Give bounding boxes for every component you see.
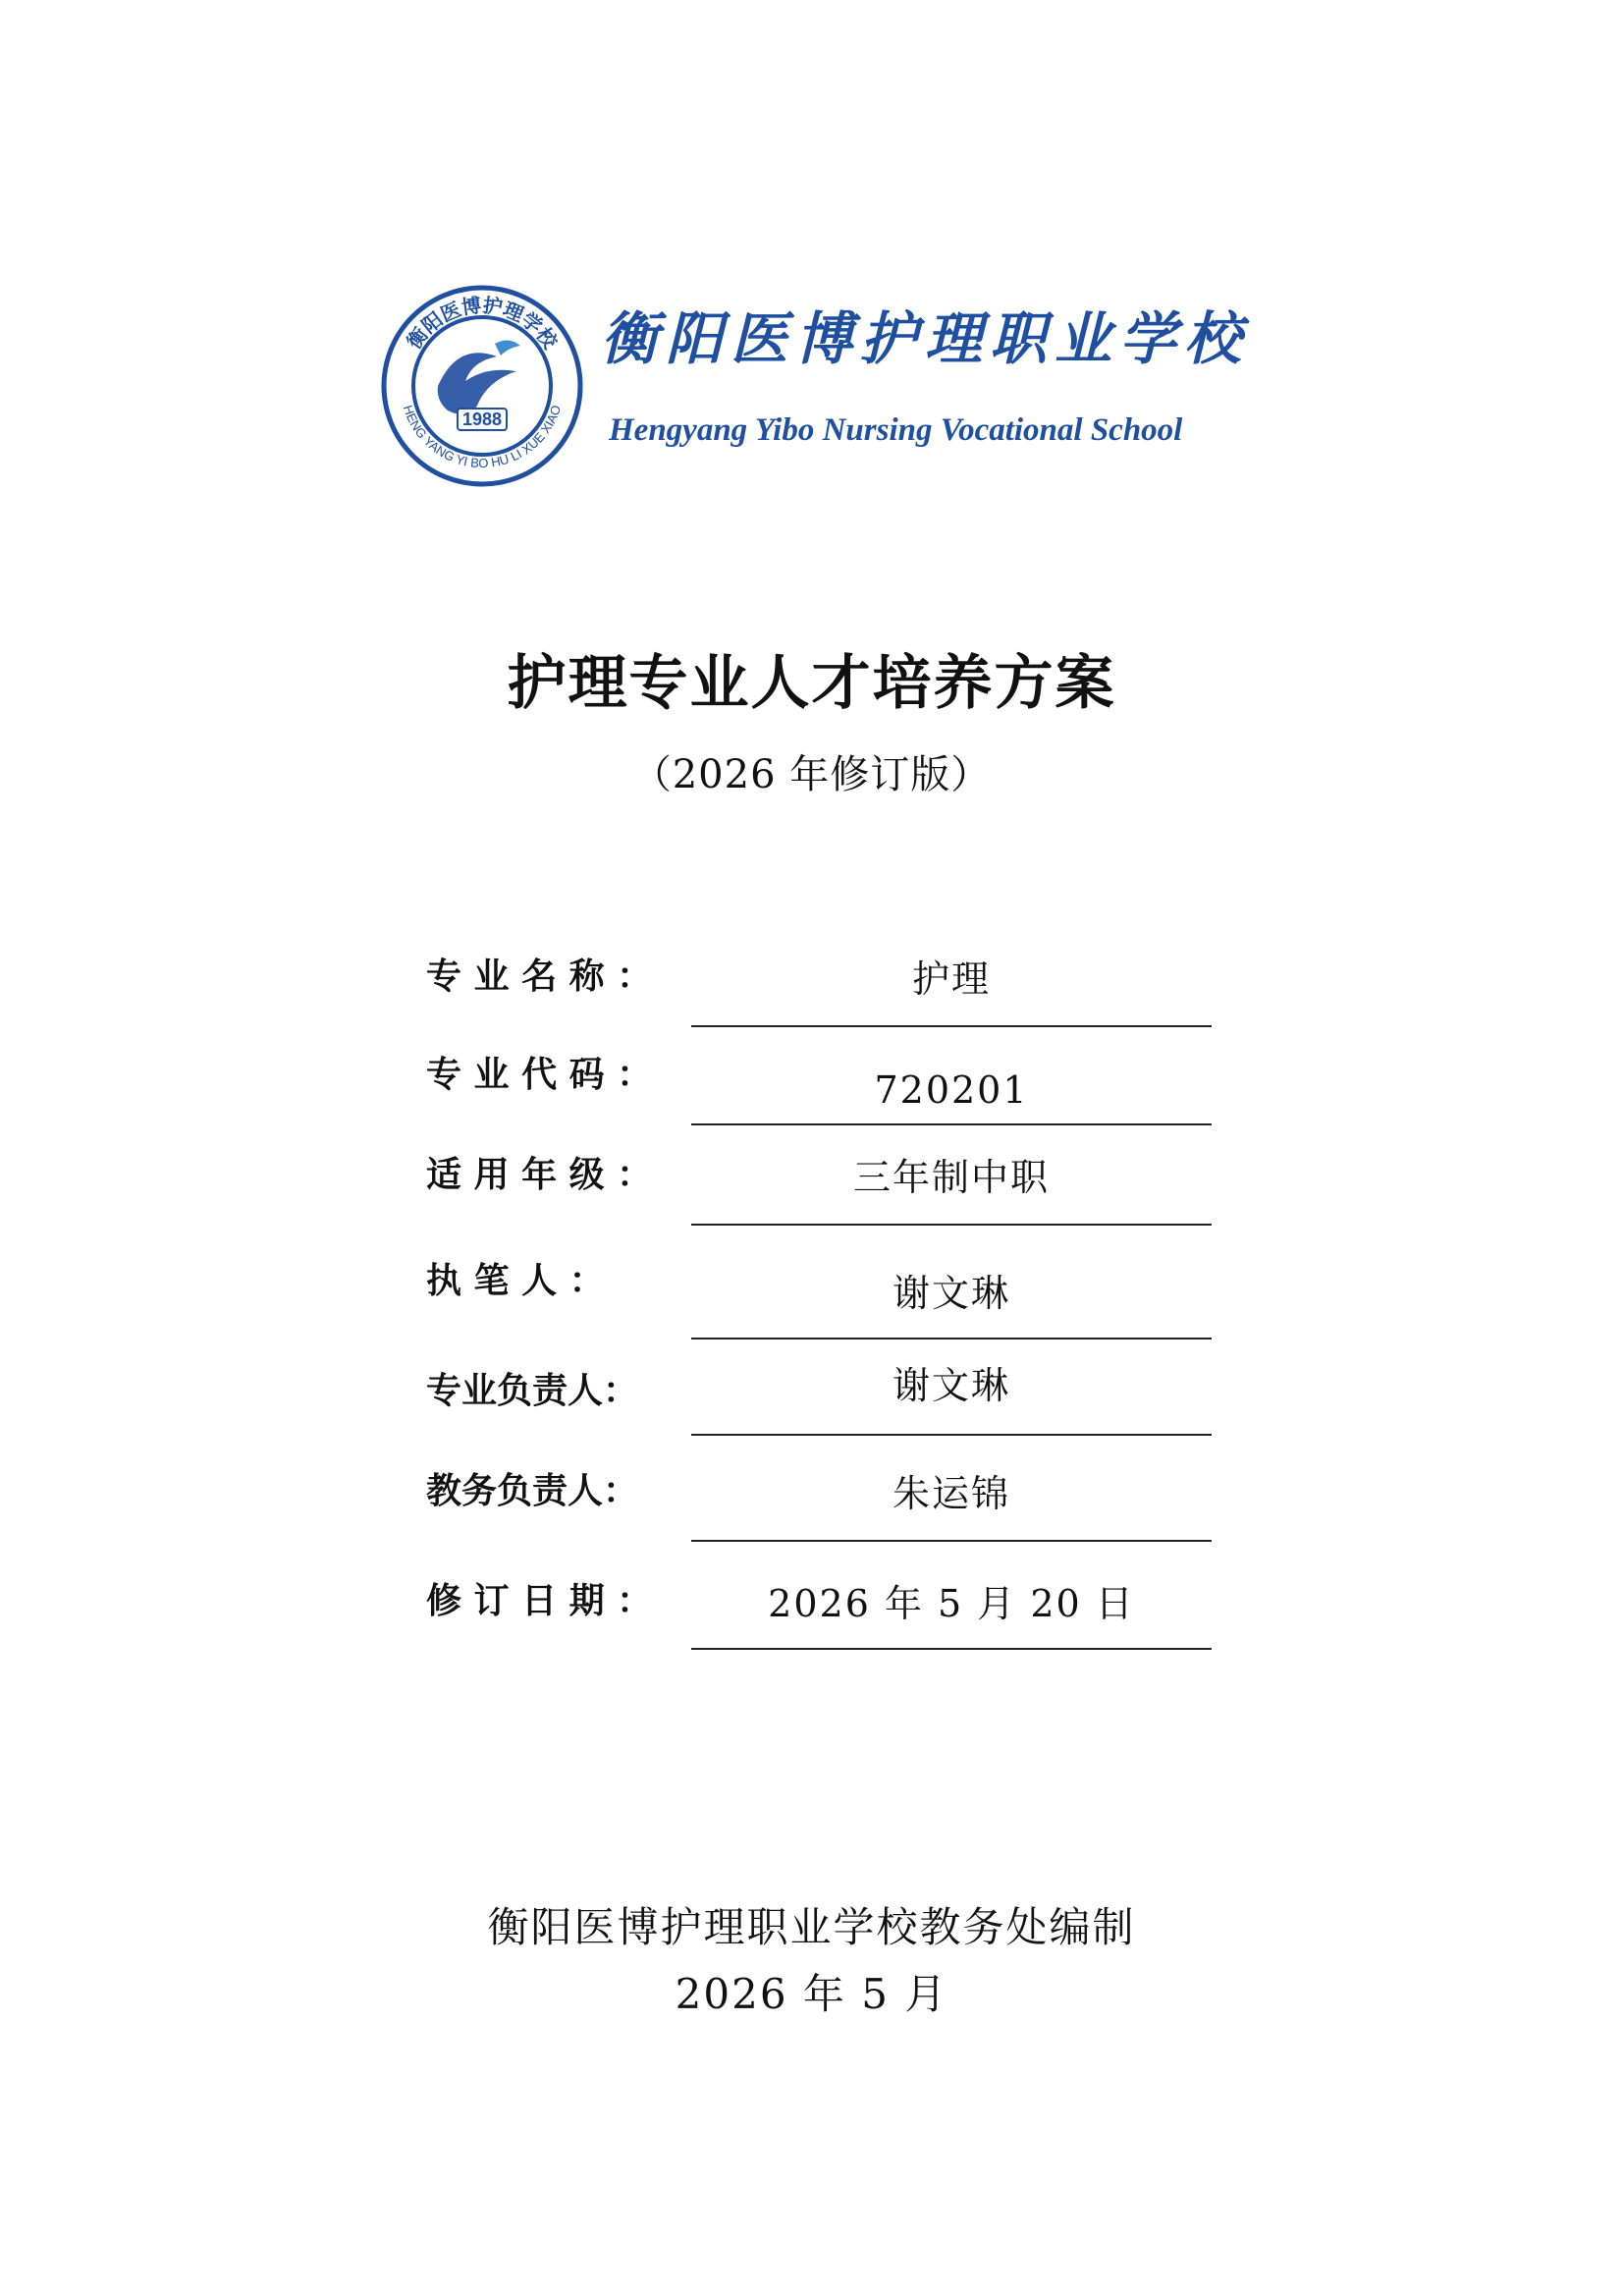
info-value: 三年制中职 xyxy=(691,1147,1212,1226)
logo-ring-text-en: HENG YANG YI BO HU LI XUE XIAO xyxy=(400,403,565,471)
info-label: 适 用 年 级 ： xyxy=(426,1155,653,1195)
school-name-cn: 衡阳医博护理职业学校 xyxy=(601,305,1250,372)
info-row-major-lead xyxy=(426,1355,1212,1444)
logo-year: 1988 xyxy=(461,410,503,429)
info-row-major-name xyxy=(426,949,1212,1037)
info-row-author xyxy=(426,1253,1212,1341)
footer-organization: 衡阳医博护理职业学校教务处编制 xyxy=(487,1903,1136,1951)
school-name-en: Hengyang Yibo Nursing Vocational School xyxy=(609,412,1183,448)
info-label: 教务负责人： xyxy=(426,1471,639,1511)
info-row-revision-date xyxy=(426,1573,1212,1662)
logo-ring-text-cn: 衡阳医博护理学校 xyxy=(402,293,563,354)
svg-text:衡阳医博护理学校 xyxy=(402,294,563,355)
info-label: 专 业 名 称 ： xyxy=(426,957,653,997)
document-subtitle: （2026 年修订版） xyxy=(631,752,992,797)
info-value: 谢文琳 xyxy=(691,1263,1212,1339)
info-label: 修 订 日 期 ： xyxy=(426,1581,653,1621)
info-value: 朱运锦 xyxy=(691,1463,1212,1542)
info-value: 2026 年 5 月 20 日 xyxy=(691,1573,1212,1650)
info-label: 专 业 代 码 ： xyxy=(426,1055,653,1095)
info-value: 护理 xyxy=(691,949,1212,1027)
info-label: 专业负责人： xyxy=(426,1371,639,1411)
info-value: 720201 xyxy=(691,1068,1212,1125)
document-title: 护理专业人才培养方案 xyxy=(507,649,1116,718)
info-row-major-code xyxy=(426,1027,1212,1116)
info-value: 谢文琳 xyxy=(691,1355,1212,1436)
info-row-applicable-grade xyxy=(426,1147,1212,1235)
info-label: 执 笔 人 ： xyxy=(426,1261,605,1301)
school-logo xyxy=(379,283,585,489)
footer-date: 2026 年 5 月 xyxy=(675,1970,948,2018)
info-row-academic-lead xyxy=(426,1463,1212,1552)
